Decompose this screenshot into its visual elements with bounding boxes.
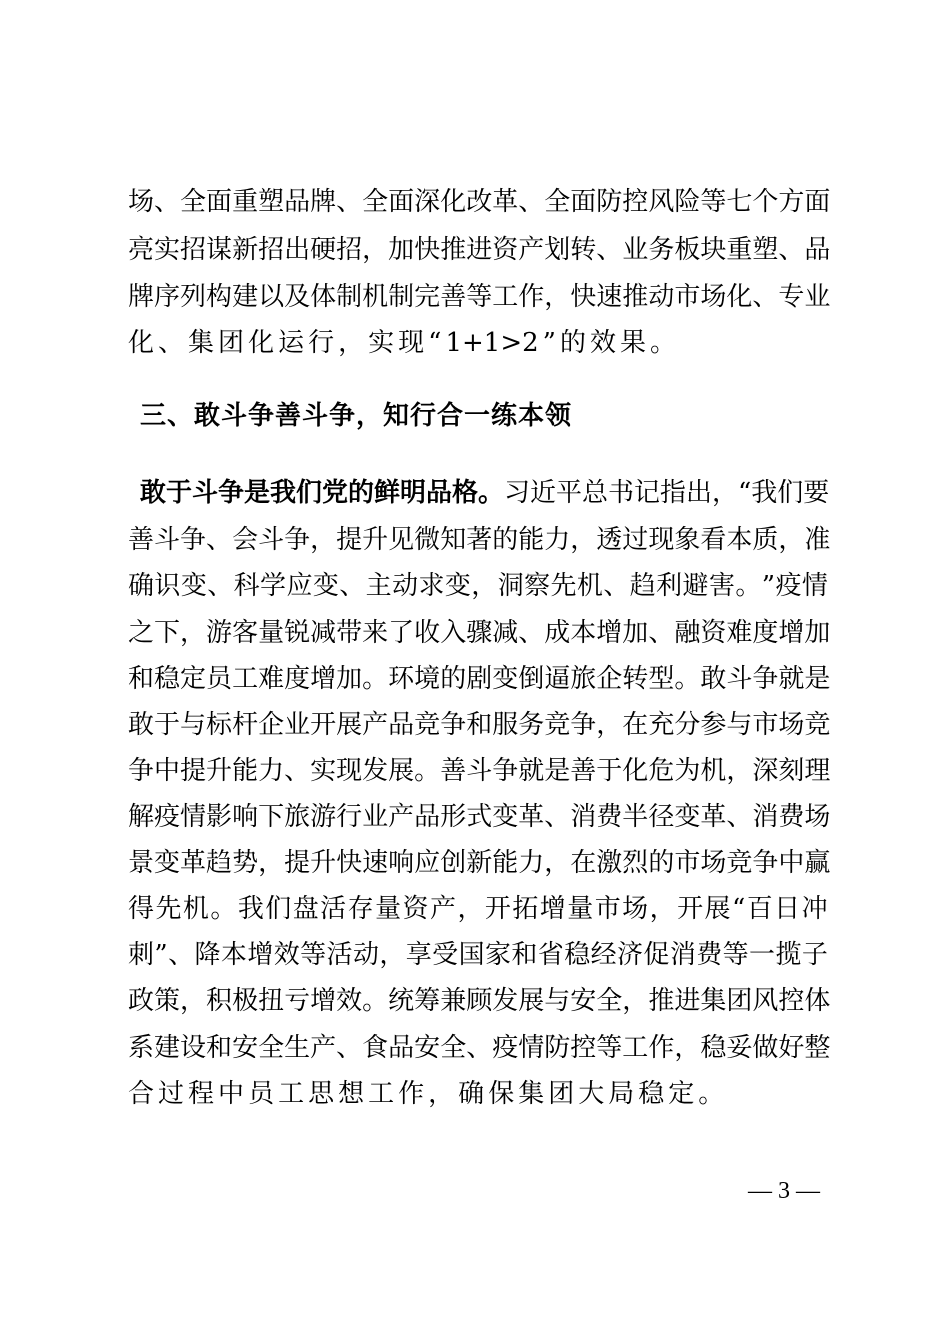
paragraph-2-line-1 <box>140 476 828 510</box>
paragraph-2-line-7: 争 中 提 升 能 力 、 实 现 发 展 。 善 斗 争 就 是 善 于 化 危 为 机 ， 深 刻 理 <box>128 756 831 786</box>
paragraph-2-lead-sentence: 敢于斗争是我们党的鲜明品格。 <box>140 478 505 508</box>
paragraph-1-line-2: 亮 实 招 谋 新 招 出 硬 招 ， 加 快 推 进 资 产 划 转 、 业 务 板 块 重 塑 、 品 <box>128 235 831 265</box>
paragraph-2-line-5: 和 稳 定 员 工 难 度 增 加 。 环 境 的 剧 变 倒 逼 旅 企 转 型 。 敢 斗 争 就 是 <box>128 664 831 694</box>
paragraph-2-line-6: 敢 于 与 标 杆 企 业 开 展 产 品 竞 争 和 服 务 竞 争 ， 在 充 分 参 与 市 场 竞 <box>128 710 831 740</box>
paragraph-2-line-9: 景 变 革 趋 势 ， 提 升 快 速 响 应 创 新 能 力 ， 在 激 烈 的 市 场 竞 争 中 赢 <box>128 848 831 878</box>
paragraph-2-line-13: 系 建 设 和 安 全 生 产 、 食 品 安 全 、 疫 情 防 控 等 工 作 ， 稳 妥 做 好 整 <box>128 1033 831 1063</box>
section-heading: 三、敢斗争善斗争，知行合一练本领 <box>140 401 573 431</box>
paragraph-2-line-11: 刺 ” 、 降 本 增 效 等 活 动 ， 享 受 国 家 和 省 稳 经 济 促 消 费 等 一 揽 子 <box>128 940 828 970</box>
paragraph-2-line-10: 得 先 机 。 我 们 盘 活 存 量 资 产 ， 开 拓 增 量 市 场 ， 开 展 “ 百 日 冲 <box>128 894 828 924</box>
paragraph-1-line-3: 牌 序 列 构 建 以 及 体 制 机 制 完 善 等 工 作 ， 快 速 推 动 市 场 化 、 专 业 <box>128 282 831 312</box>
paragraph-1-line-1: 场 、 全 面 重 塑 品 牌 、 全 面 深 化 改 革 、 全 面 防 控 风 险 等 七 个 方 面 <box>128 187 831 217</box>
paragraph-2-line-4: 之 下 ， 游 客 量 锐 减 带 来 了 收 入 骤 减 、 成 本 增 加 、 融 资 难 度 增 加 <box>128 618 831 648</box>
paragraph-2-line-12: 政 策 ， 积 极 扭 亏 增 效 。 统 筹 兼 顾 发 展 与 安 全 ， 推 进 集 团 风 控 体 <box>128 986 831 1016</box>
paragraph-1-line-4: 化 、 集 团 化 运 行 ， 实 现 “ 1+1>2 ” 的 效 果 。 <box>128 328 677 358</box>
paragraph-2-line-3: 确 识 变 、 科 学 应 变 、 主 动 求 变 ， 洞 察 先 机 、 趋 利 避 害 。 ” 疫 情 <box>128 571 828 601</box>
paragraph-2-line-2: 善 斗 争 、 会 斗 争 ， 提 升 见 微 知 著 的 能 力 ， 透 过 现 象 看 本 质 ， 准 <box>128 525 831 555</box>
paragraph-2-line-14: 合 过 程 中 员 工 思 想 工 作 ， 确 保 集 团 大 局 稳 定 。 <box>128 1079 725 1109</box>
paragraph-2-line-1-rest: 习近平总书记指出，“我们要 <box>504 478 830 508</box>
page-number: — 3 — <box>748 1178 820 1204</box>
paragraph-2-line-8: 解 疫 情 影 响 下 旅 游 行 业 产 品 形 式 变 革 、 消 费 半 径 变 革 、 消 费 场 <box>128 802 831 832</box>
